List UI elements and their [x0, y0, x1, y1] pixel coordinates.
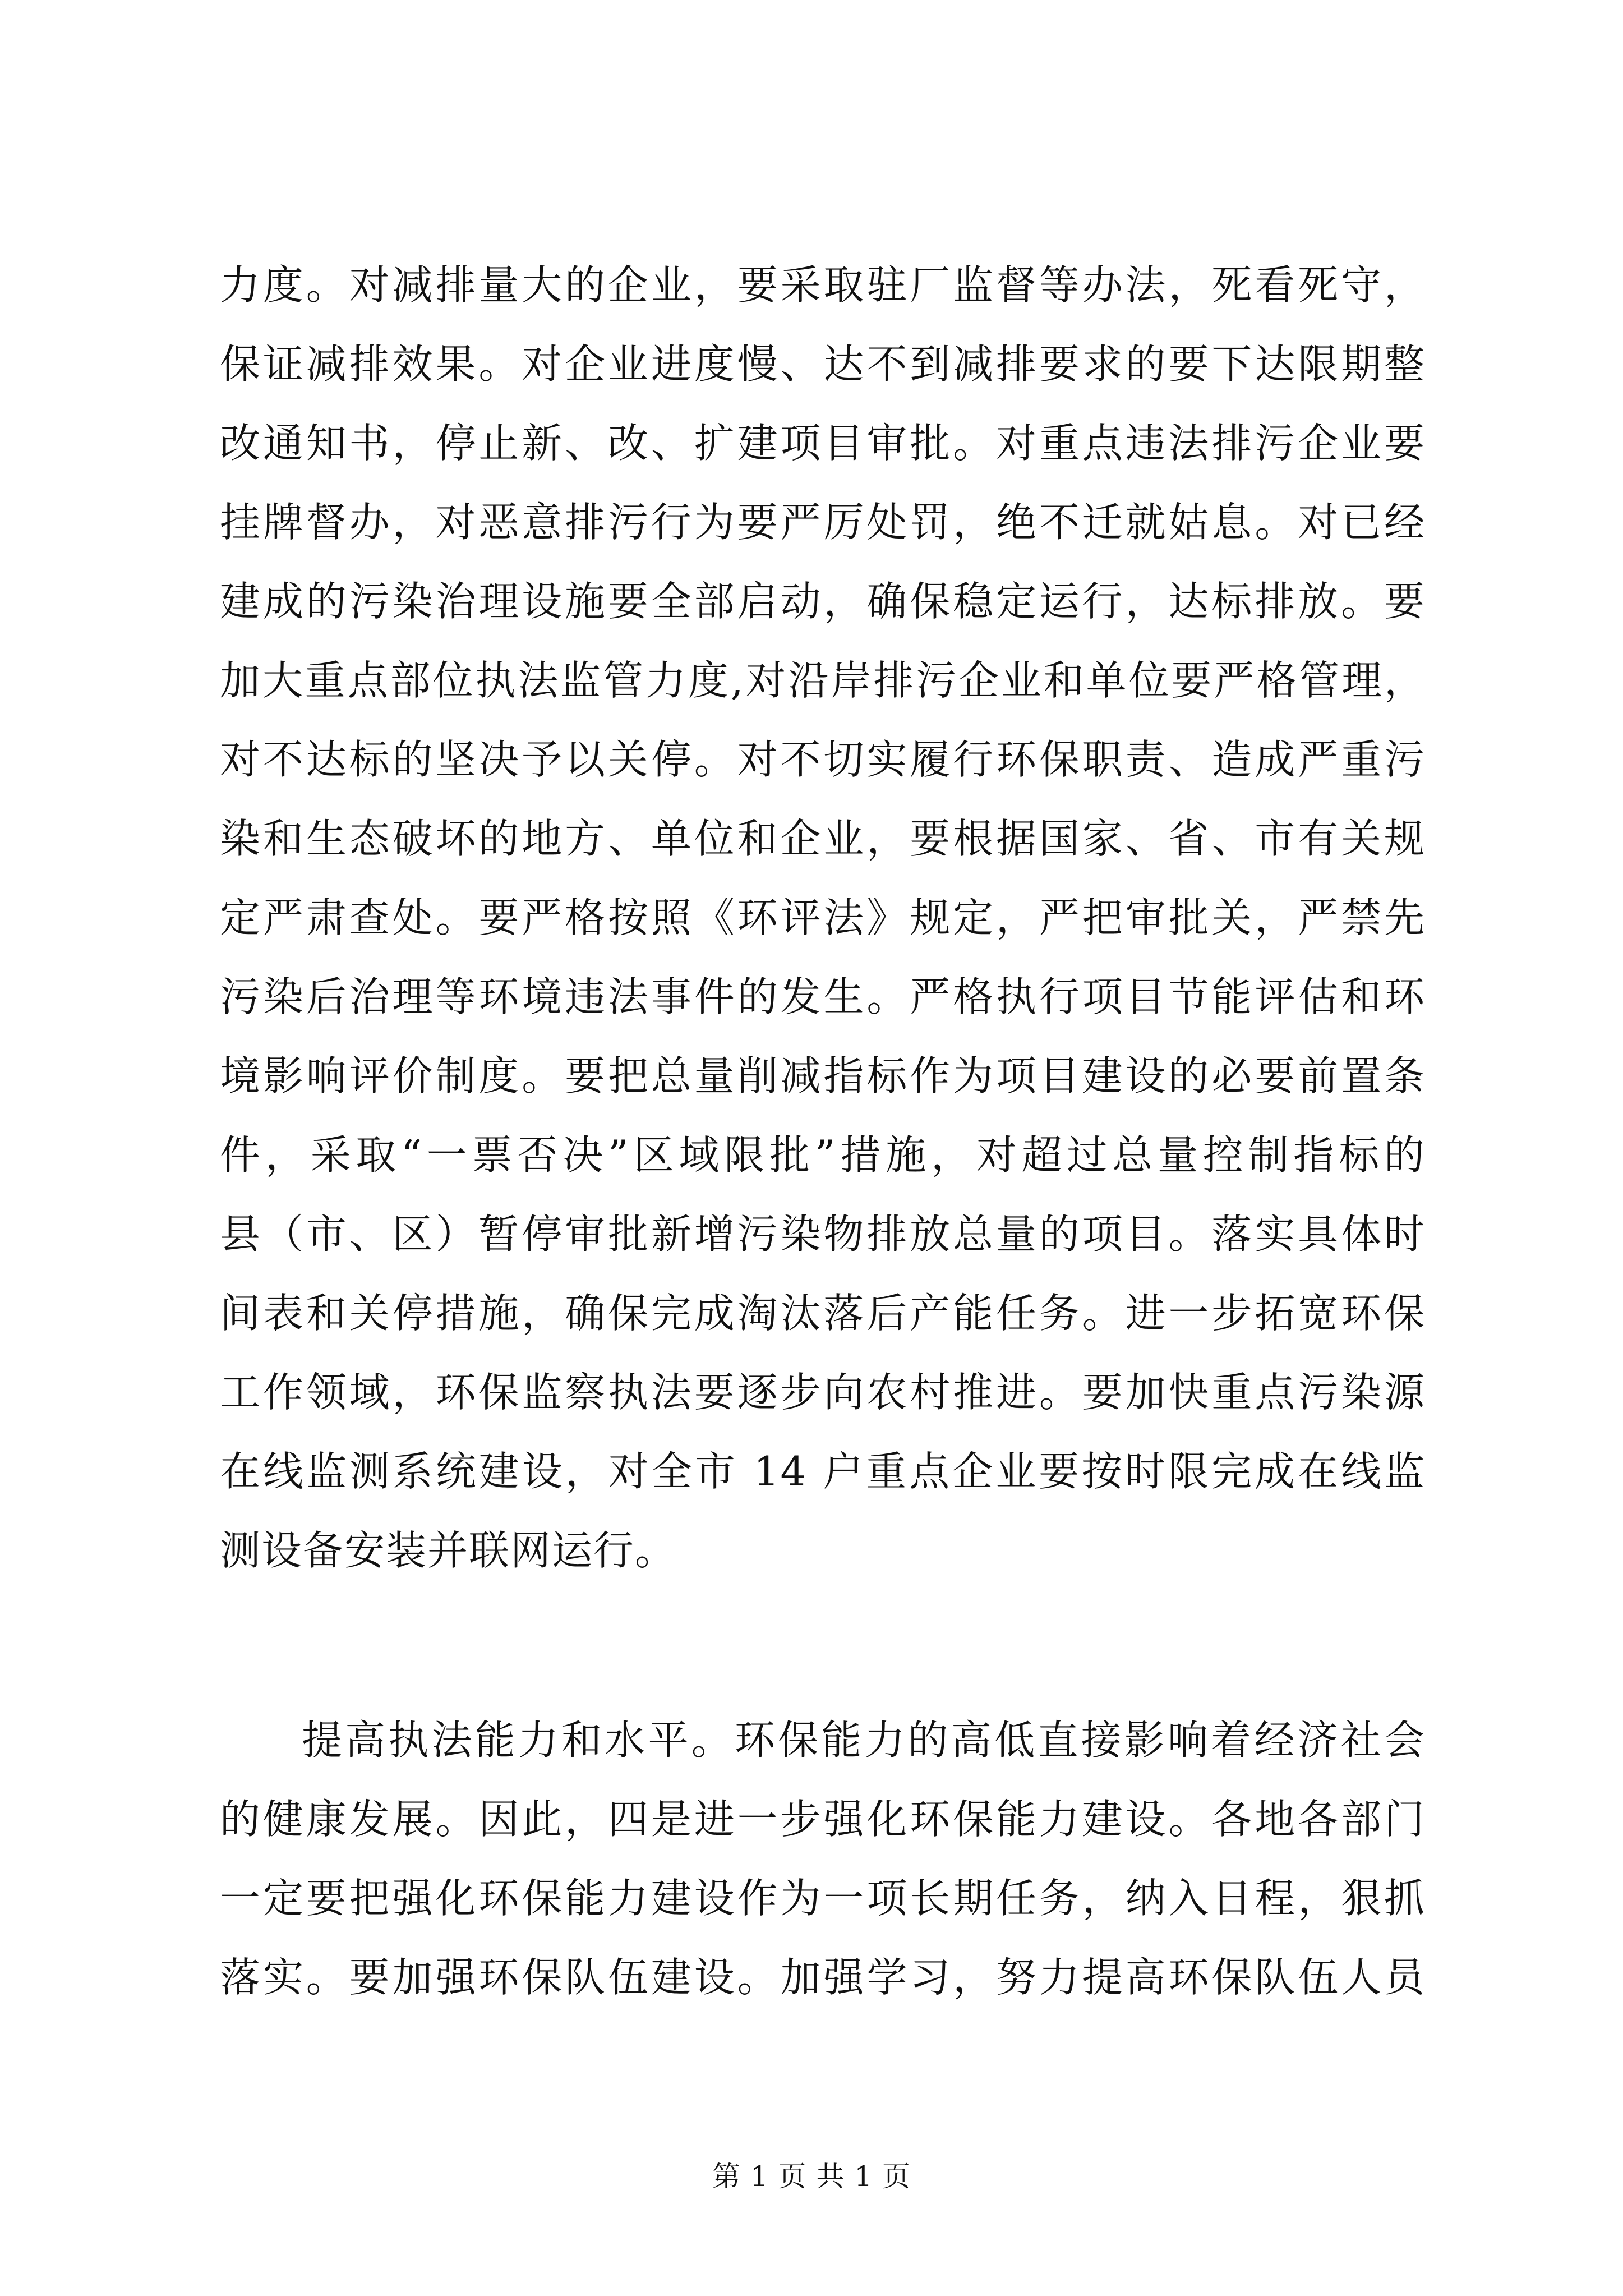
text-line: 落实。要加强环保队伍建设。加强学习，努力提高环保队伍人员 [220, 1954, 1426, 2001]
text-line: 提高执法能力和水平。环保能力的高低直接影响着经济社会 [302, 1717, 1426, 1764]
text-line: 建成的污染治理设施要全部启动，确保稳定运行，达标排放。要 [220, 578, 1426, 625]
paragraph-1 [220, 246, 1426, 1590]
text-line: 改通知书，停止新、改、扩建项目审批。对重点违法排污企业要 [220, 420, 1426, 467]
text-line: 对不达标的坚决予以关停。对不切实履行环保职责、造成严重污 [220, 736, 1426, 783]
page-number-label: 第 1 页 共 1 页 [712, 2160, 911, 2193]
text-line: 染和生态破坏的地方、单位和企业，要根据国家、省、市有关规 [220, 815, 1426, 862]
text-line: 件，采取“一票否决”区域限批”措施，对超过总量控制指标的 [220, 1131, 1426, 1179]
text-line: 一定要把强化环保能力建设作为一项长期任务，纳入日程，狠抓 [220, 1875, 1426, 1922]
text-line: 境影响评价制度。要把总量削减指标作为项目建设的必要前置条 [220, 1052, 1426, 1099]
text-line: 的健康发展。因此，四是进一步强化环保能力建设。各地各部门 [220, 1796, 1426, 1843]
text-line: 在线监测系统建设，对全市 14 户重点企业要按时限完成在线监 [220, 1448, 1426, 1495]
text-line: 加大重点部位执法监管力度,对沿岸排污企业和单位要严格管理， [220, 657, 1426, 704]
text-line: 测设备安装并联网运行。 [220, 1527, 677, 1574]
paragraph-2 [220, 1701, 1426, 2017]
text-line: 挂牌督办，对恶意排污行为要严厉处罚，绝不迁就姑息。对已经 [220, 499, 1426, 546]
page-footer [0, 2154, 1623, 2194]
text-line: 间表和关停措施，确保完成淘汰落后产能任务。进一步拓宽环保 [220, 1290, 1426, 1337]
text-line: 保证减排效果。对企业进度慢、达不到减排要求的要下达限期整 [220, 341, 1426, 388]
text-line: 定严肃查处。要严格按照《环评法》规定，严把审批关，严禁先 [220, 894, 1426, 941]
text-line: 力度。对减排量大的企业，要采取驻厂监督等办法，死看死守， [220, 261, 1426, 309]
text-line: 工作领域，环保监察执法要逐步向农村推进。要加快重点污染源 [220, 1369, 1426, 1416]
text-line: 县（市、区）暂停审批新增污染物排放总量的项目。落实具体时 [220, 1211, 1426, 1258]
text-line: 污染后治理等环境违法事件的发生。严格执行项目节能评估和环 [220, 973, 1426, 1020]
